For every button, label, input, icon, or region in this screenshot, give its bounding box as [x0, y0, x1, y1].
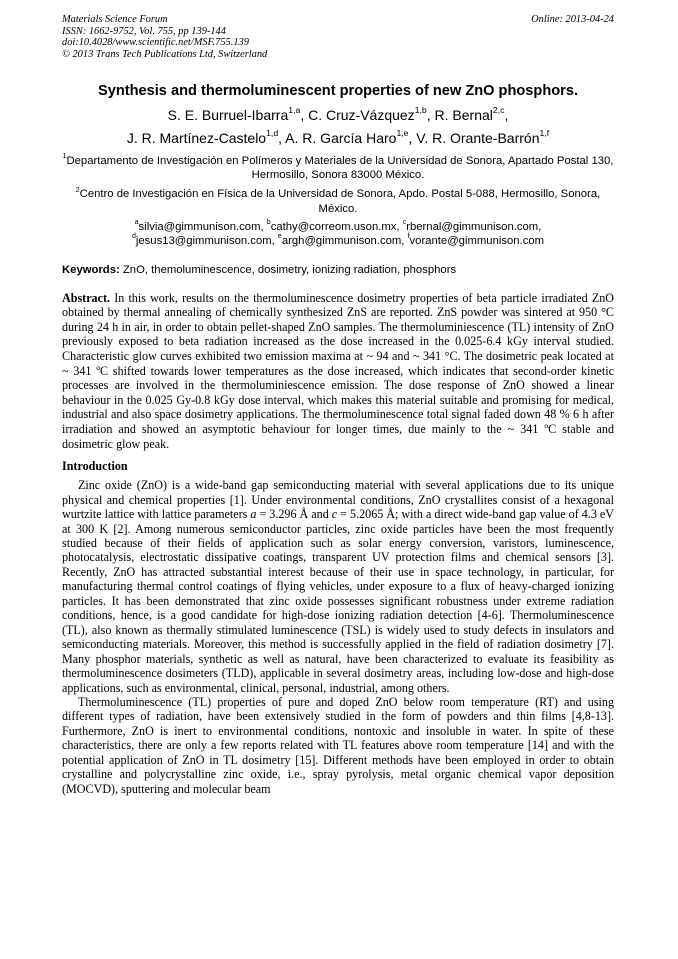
keywords-text: ZnO, themoluminescence, dosimetry, ionizing radiation, phosphors: [119, 263, 457, 276]
author-sep: ,: [408, 130, 417, 146]
affiliation-text: Departamento de Investigación en Polímeros y Materiales de la Universidad de Sonora, Apartado Postal 130, Hermosillo, Sonora 83000 México.: [66, 155, 614, 182]
author-name: C. Cruz-Vázquez: [308, 107, 415, 123]
author-sup: 1,b: [414, 105, 427, 116]
affiliation-2: [62, 187, 614, 215]
author-line-1: [62, 104, 614, 127]
email-address[interactable]: rbernal@gimmunison.com,: [406, 220, 542, 233]
author-sup: 1,e: [396, 128, 409, 139]
author-name: A. R. García Haro: [285, 130, 397, 146]
paper-page: [62, 14, 614, 796]
email-address[interactable]: vorante@gimmunison.com: [409, 235, 545, 248]
author-line-2: [62, 127, 614, 150]
journal-copyright: © 2013 Trans Tech Publications Ltd, Switzerland: [62, 48, 268, 60]
running-header: [62, 14, 614, 60]
email-sup: d: [131, 233, 136, 241]
email-sup: f: [407, 233, 410, 241]
affiliation-text: Centro de Investigación en Física de la Universidad de Sonora, Apdo. Postal 5-088, Hermosillo, Sonora, México.: [79, 188, 601, 215]
email-sup: c: [402, 219, 407, 226]
intro-paragraph-1: [62, 478, 614, 695]
affiliation-1: [62, 154, 614, 182]
paragraph-text: Zinc oxide (ZnO) is a wide-band gap semiconducting material with several applications due to its unique physical and chemical properties [1]. Under environmental conditions, ZnO crystallites consist of a hexagonal wurtzite lattice with lattice parameters: [62, 478, 614, 522]
lattice-param-c: c: [331, 507, 338, 522]
email-sup: e: [277, 233, 282, 241]
email-address[interactable]: argh@gimmunison.com,: [281, 235, 408, 248]
email-address[interactable]: cathy@correom.uson.mx,: [270, 220, 403, 233]
intro-paragraph-2: Thermoluminescence (TL) properties of pure and doped ZnO below room temperature (RT) and using different types of radiation, have been extensively studied in the form of powders and thin films [4,8-13]. Furthermore, ZnO is inert to environmental conditions, nontoxic and insoluble in water. In spite of these characteristics, there are only a few reports related with TL features above room temperature [14] and with the potential application of ZnO in TL dosimetry [15]. Different methods have been employed in order to obtain crystalline and polycrystalline zinc oxide, i.e., spray pyrolysis, metal organic chemical vapor deposition (MOCVD), sputtering and molecular beam: [62, 694, 614, 796]
abstract-text: In this work, results on the thermoluminescence dosimetry properties of beta particle irradiated ZnO obtained by thermal annealing of chemically synthesized ZnS are reported. ZnS powder was sintered at 950 °C during 24 h in air, in order to obtain pellet-shaped ZnO samples. The thermoluminiescence (TL) intensity of ZnO previously exposed to beta radiation increased as the dose increased in the 0.025-6.4 kGy interval studied. Characteristic glow curves exhibited two emission maxima at ~ 94 and ~ 341 °C. The dosimetric peak located at ~ 341 ºC shifted towards lower temperatures as the dose increased, which indicates that second-order kinetic processes are involved in the thermoluminiescence emission. The dose response of ZnO showed a linear behaviour in the 0.025 Gy-0.8 kGy dose interval, which makes this material suitable and promising for medical, industrial and also space dosimetry applications. The thermoluminescence total signal faded down 48 % 6 h after irradiation and showed an asymptotic behaviour for longer times, due mainly to the ~ 341 ºC stable and dosimetric glow peak.: [62, 290, 614, 451]
author-sep: ,: [504, 107, 509, 123]
author-name: J. R. Martínez-Castelo: [126, 130, 267, 146]
author-sup: 1,f: [539, 128, 550, 139]
paper-title: Synthesis and thermoluminescent properties of new ZnO phosphors.: [97, 83, 579, 99]
author-name: S. E. Burruel-Ibarra: [167, 107, 289, 123]
journal-info: [62, 14, 267, 60]
section-heading-introduction: Introduction: [62, 459, 128, 474]
email-address[interactable]: jesus13@gimmunison.com,: [135, 235, 278, 248]
author-sep: ,: [278, 130, 286, 146]
author-name: R. Bernal: [434, 107, 493, 123]
journal-doi[interactable]: doi:10.4028/www.scientific.net/MSF.755.139: [62, 37, 249, 48]
keywords: [62, 263, 614, 277]
paragraph-text: = 3.296 Å and: [256, 507, 332, 522]
email-address[interactable]: silvia@gimmunison.com,: [138, 220, 267, 233]
paragraph-text: = 5.2065 Å; with a direct wide-band gap value of 4.3 eV at 300 K [2]. Among numerous semiconductor particles, zinc oxide particles have been the most frequently studied because of their fields of application such as solar energy conversion, varistors, luminescence, photocatalysis, electrostatic dissipative coatings, transparent UV protection films and chemical sensors [3]. Recently, ZnO has attracted substantial interest because of their use in space technology, in particular, for manufacturing thermal control coatings of flying vehicles, under exposure to a flux of heavy-charged ionizing particles. It has been demonstrated that zinc oxide possesses significant robustness under extreme radiation conditions, hence, is a good candidate for high-dose ionizing radiation detection [4-6]. Thermoluminescence (TL), also known as thermally stimulated luminescence (TSL) is widely used to study defects in insulators and semiconducting materials. Moreover, this method is successfully applied in the field of radiation dosimetry [7]. Many phosphor materials, synthetic as well as natural, have been characterized to evaluate its feasibility as thermoluminescence dosimeters (TLD), applicable in several dosimetry areas, including low-dose and high-dose applications, such as environmental, clinical, personal, industrial, among others.: [62, 507, 614, 695]
abstract: [62, 291, 614, 452]
affiliation-sup: 2: [75, 186, 80, 194]
author-name: V. R. Orante-Barrón: [416, 130, 540, 146]
email-sup: b: [266, 219, 271, 226]
email-sup: a: [134, 219, 139, 226]
keywords-label: Keywords:: [62, 263, 120, 276]
lattice-param-a: a: [250, 507, 257, 522]
email-line-1: [62, 220, 614, 234]
author-sup: 2,c: [492, 105, 505, 116]
email-list: [62, 220, 614, 249]
email-line-2: [62, 234, 614, 248]
online-date: Online: 2013-04-24: [531, 14, 614, 25]
author-sep: ,: [300, 107, 309, 123]
journal-issn: ISSN: 1662-9752, Vol. 755, pp 139-144: [62, 25, 226, 37]
abstract-label: Abstract.: [62, 290, 111, 305]
affiliation-sup: 1: [62, 153, 67, 161]
author-list: [62, 104, 614, 150]
journal-name: Materials Science Forum: [62, 14, 168, 25]
author-sep: ,: [426, 107, 435, 123]
author-sup: 1,d: [266, 128, 279, 139]
author-sup: 1,a: [288, 105, 301, 116]
